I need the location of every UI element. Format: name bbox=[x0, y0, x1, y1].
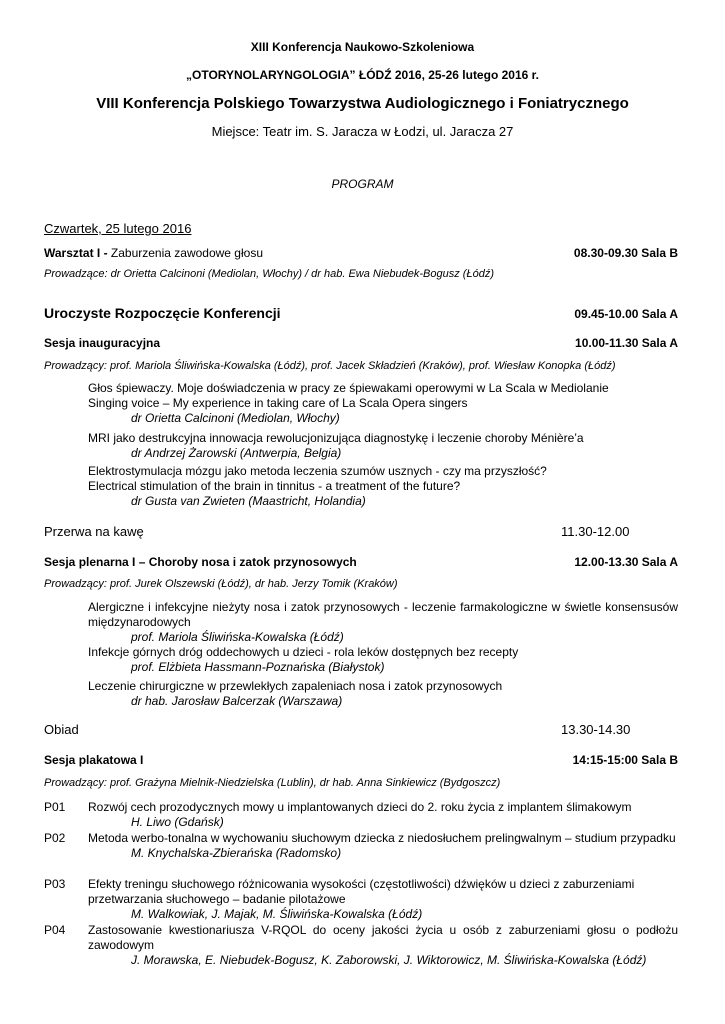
talk-speaker: dr Andrzej Żarowski (Antwerpia, Belgia) bbox=[131, 446, 342, 460]
talk-title-pl: Alergiczne i infekcyjne nieżyty nosa i zatok przynosowych - leczenie farmakologiczne w świetle konsensusów międzynarodowych bbox=[88, 600, 678, 629]
plenary-talk-1 bbox=[88, 600, 678, 645]
poster-title: Rozwój cech prozodycznych mowy u implantowanych dzieci do 2. roku życia z implantem ślimakowym bbox=[88, 800, 632, 814]
talk-title-pl: Infekcje górnych dróg oddechowych u dzieci - rola leków dostępnych bez recepty bbox=[88, 645, 519, 659]
poster-item-p01 bbox=[44, 800, 678, 830]
plenary-chairs: Prowadzący: prof. Jurek Olszewski (Łódź), dr hab. Jerzy Tomik (Kraków) bbox=[44, 578, 398, 590]
lunch-title: Obiad bbox=[44, 722, 79, 737]
lunch-time: 13.30-14.30 bbox=[561, 722, 631, 737]
conference-title: XIII Konferencja Naukowo-Szkoleniowa bbox=[250, 40, 475, 54]
poster-authors: M. Knychalska-Zbierańska (Radomsko) bbox=[131, 846, 342, 860]
plenary-time: 12.00-13.30 Sala A bbox=[574, 555, 678, 569]
society-conference-title: VIII Konferencja Polskiego Towarzystwa Audiologicznego i Foniatrycznego bbox=[96, 95, 629, 112]
plenary-talk-2 bbox=[88, 645, 678, 675]
talk-speaker: prof. Elżbieta Hassmann-Poznańska (Białystok) bbox=[131, 660, 385, 674]
plenary-talk-3 bbox=[88, 679, 678, 709]
inaugural-talk-1 bbox=[88, 381, 678, 426]
talk-title-pl: MRI jako destrukcyjna innowacja rewolucjonizująca diagnostykę i leczenie choroby Ménière’a bbox=[88, 431, 584, 445]
workshop-time: 08.30-09.30 Sala B bbox=[573, 246, 678, 260]
poster-title: Zastosowanie kwestionariusza V-RQOL do oceny jakości życia u osób z zaburzeniami głosu o podłożu zawodowym bbox=[88, 923, 678, 952]
inaugural-title: Sesja inauguracyjna bbox=[44, 336, 161, 350]
talk-speaker: prof. Mariola Śliwińska-Kowalska (Łódź) bbox=[131, 630, 344, 644]
poster-session-title: Sesja plakatowa I bbox=[44, 753, 144, 767]
inaugural-row bbox=[44, 336, 678, 350]
coffee-row bbox=[44, 524, 678, 539]
poster-title: Metoda werbo-tonalna w wychowaniu słuchowym dziecka z niedosłuchem prelingwalnym – studium przypadku bbox=[88, 831, 676, 845]
talk-title-pl: Głos śpiewaczy. Moje doświadczenia w pracy ze śpiewakami operowymi w La Scala w Mediolanie bbox=[88, 381, 609, 395]
talk-title-en: Singing voice – My experience in taking care of La Scala Opera singers bbox=[88, 396, 468, 410]
plenary-row bbox=[44, 555, 678, 569]
venue: Miejsce: Teatr im. S. Jaracza w Łodzi, ul. Jaracza 27 bbox=[211, 124, 514, 139]
workshop-topic: Zaburzenia zawodowe głosu bbox=[110, 246, 263, 260]
plenary-title: Sesja plenarna I – Choroby nosa i zatok przynosowych bbox=[44, 555, 357, 569]
poster-code: P04 bbox=[44, 923, 66, 937]
inaugural-talk-3 bbox=[88, 464, 678, 509]
conference-subtitle: „OTORYNOLARYNGOLOGIA” ŁÓDŹ 2016, 25-26 lutego 2016 r. bbox=[186, 68, 539, 82]
inaugural-chairs: Prowadzący: prof. Mariola Śliwińska-Kowalska (Łódź), prof. Jacek Składzień (Kraków), prof. Wiesław Konopka (Łódź) bbox=[44, 360, 616, 372]
workshop-row bbox=[44, 246, 678, 260]
opening-row bbox=[44, 305, 678, 321]
workshop-title: Warsztat I - bbox=[44, 246, 111, 260]
talk-title-en: Electrical stimulation of the brain in tinnitus - a treatment of the future? bbox=[88, 479, 461, 493]
opening-title: Uroczyste Rozpoczęcie Konferencji bbox=[44, 305, 281, 321]
talk-speaker: dr Gusta van Zwieten (Maastricht, Holandia) bbox=[131, 494, 366, 508]
poster-code: P01 bbox=[44, 800, 66, 814]
opening-time: 09.45-10.00 Sala A bbox=[574, 307, 678, 321]
poster-item-p04 bbox=[44, 923, 678, 968]
poster-authors: M. Walkowiak, J. Majak, M. Śliwińska-Kowalska (Łódź) bbox=[131, 907, 423, 921]
poster-session-chairs: Prowadzący: prof. Grażyna Mielnik-Niedzielska (Lublin), dr hab. Anna Sinkiewicz (Bydgoszcz) bbox=[44, 777, 501, 789]
inaugural-time: 10.00-11.30 Sala A bbox=[575, 336, 678, 350]
workshop-leaders: Prowadzące: dr Orietta Calcinoni (Mediolan, Włochy) / dr hab. Ewa Niebudek-Bogusz (Łódź) bbox=[44, 268, 494, 280]
coffee-title: Przerwa na kawę bbox=[44, 524, 144, 539]
poster-code: P02 bbox=[44, 831, 66, 845]
poster-authors: H. Liwo (Gdańsk) bbox=[131, 815, 224, 829]
poster-authors: J. Morawska, E. Niebudek-Bogusz, K. Zaborowski, J. Wiktorowicz, M. Śliwińska-Kowalska (Łódź) bbox=[131, 953, 647, 967]
talk-title-pl: Elektrostymulacja mózgu jako metoda leczenia szumów usznych - czy ma przyszłość? bbox=[88, 464, 547, 478]
talk-speaker: dr Orietta Calcinoni (Mediolan, Włochy) bbox=[131, 411, 340, 425]
poster-item-p03 bbox=[44, 877, 678, 922]
poster-code: P03 bbox=[44, 877, 66, 891]
lunch-row bbox=[44, 722, 678, 737]
program-heading: PROGRAM bbox=[331, 177, 394, 191]
inaugural-talk-2 bbox=[88, 431, 678, 461]
coffee-time: 11.30-12.00 bbox=[561, 524, 630, 539]
poster-item-p02 bbox=[44, 831, 678, 861]
poster-session-time: 14:15-15:00 Sala B bbox=[572, 753, 678, 767]
talk-speaker: dr hab. Jarosław Balcerzak (Warszawa) bbox=[131, 694, 343, 708]
talk-title-pl: Leczenie chirurgiczne w przewlekłych zapaleniach nosa i zatok przynosowych bbox=[88, 679, 503, 693]
day-heading: Czwartek, 25 lutego 2016 bbox=[44, 221, 192, 236]
poster-session-row bbox=[44, 753, 678, 767]
workshop-title-group bbox=[44, 246, 263, 260]
poster-title: Efekty treningu słuchowego różnicowania wysokości (częstotliwości) dźwięków u dzieci z zaburzeniami przetwarzania słuchowego – badanie pilotażowe bbox=[88, 877, 635, 906]
